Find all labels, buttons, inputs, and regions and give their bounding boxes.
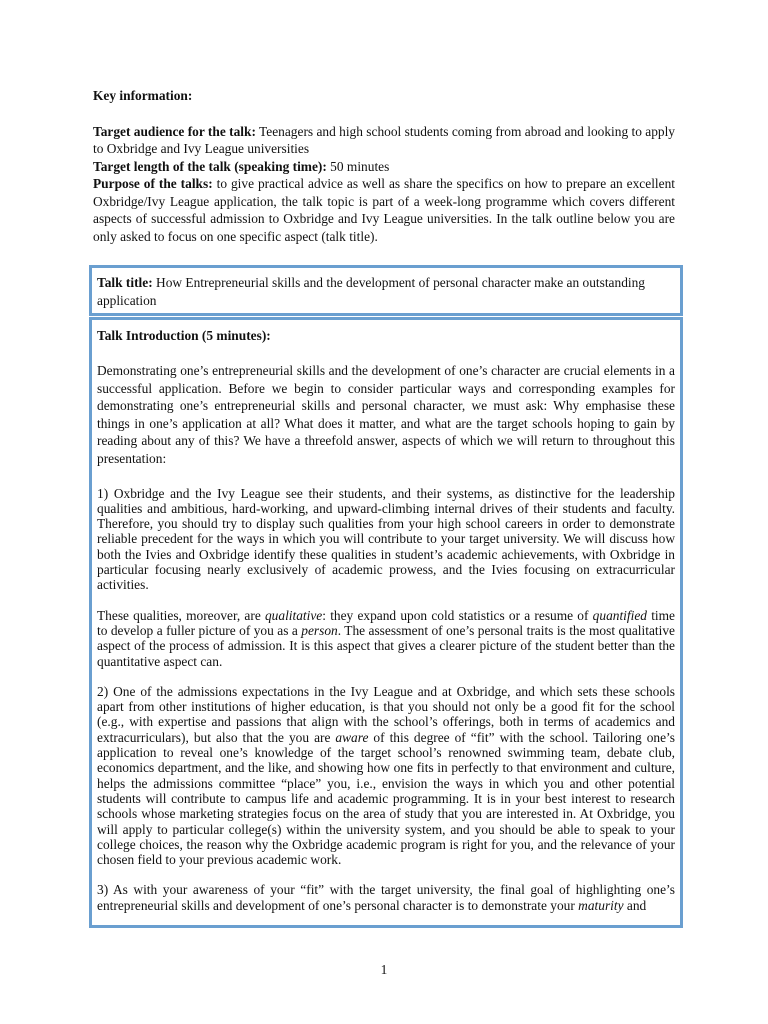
qualities-emphasis-person: person [301,622,338,638]
point-two-emphasis-aware: aware [335,729,369,745]
qualities-text-c: time to develop a fuller picture of you as a [97,607,675,638]
target-audience-text: Teenagers and high school students coming from abroad and looking to apply to Oxbridge and Ivy League universities [93,123,676,156]
talk-introduction-box [89,317,683,928]
target-audience-label: Target audience for the talk: [93,123,256,139]
target-length-label: Target length of the talk (speaking time): [93,158,327,174]
point-two-text-a: 2) One of the admissions expectations in the Ivy League and at Oxbridge, and which sets these schools apart from other institutions of higher education, is that you should not only be a good fit for the school (e.g., with expertise and passions that align with the school’s offerings, both in terms of academics and extracurriculars), but also that the you are [97,683,675,745]
point-three-text-b: and [623,897,647,913]
talk-title-text: How Entrepreneurial skills and the development of personal character make an outstanding application [97,275,645,308]
point-three-text-a: 3) As with your awareness of your “fit” with the target university, the final goal of highlighting one’s entrepreneurial skills and development of one’s personal character is to demonstrate your [97,882,675,913]
point-three-paragraph [97,882,675,913]
page-number: 1 [380,962,388,977]
target-audience [93,123,675,158]
purpose [93,175,675,245]
talk-title-label: Talk title: [97,275,153,290]
talk-introduction-heading: Talk Introduction (5 minutes): [97,328,271,343]
talk-title-box [89,265,683,316]
qualities-paragraph [97,608,675,669]
key-information-section [93,87,675,245]
purpose-text: to give practical advice as well as share the specifics on how to prepare an excellent Oxbridge/Ivy League application, the talk topic is part of a week-long programme which covers different aspects of successful admission to Oxbridge and Ivy League universities. In the talk outline below you are only asked to focus on one specific aspect (talk title). [93,176,675,244]
qualities-emphasis-qualitative: qualitative [264,607,323,623]
introduction-paragraph: Demonstrating one’s entrepreneurial skills and the development of one’s character are crucial elements in a successful application. Before we begin to consider particular ways and corresponding examples for demonstrating one’s entrepreneurial skills and personal character, we must ask: Why emphasise these things in one’s application at all? What does it matter, and what are the target schools hoping to gain by reading about any of this? We have a threefold answer, aspects of which we will return to throughout this presentation: [97,363,675,466]
qualities-text-d: . The assessment of one’s personal traits is the most qualitative aspect of the process of admission. It is this aspect that gives a clearer picture of the student better than the quantitative aspect can. [97,622,675,669]
qualities-emphasis-quantified: quantified [592,607,647,623]
target-length-text: 50 minutes [326,158,390,174]
point-one-paragraph: 1) Oxbridge and the Ivy League see their students, and their systems, as distinctive for the leadership qualities and ambitious, hard-working, and upward-climbing internal drives of their students and faculty. Therefore, you should try to display such qualities from your high school careers in order to demonstrate reliable precedent for the ways in which you will contribute to your target university. We will discuss how both the Ivies and Oxbridge identify these qualities in student’s academic achievements, with Oxbridge in particular focusing nearly exclusively of academic prowess, and the Ivies focusing on extracurricular activities. [97,485,675,593]
qualities-text-a: These qualities, moreover, are [97,607,265,623]
point-two-paragraph [97,684,675,868]
point-three-emphasis-maturity: maturity [578,897,624,913]
purpose-label: Purpose of the talks: [93,176,213,191]
qualities-text-b: : they expand upon cold statistics or a resume of [322,607,593,623]
target-length [93,158,675,176]
point-two-text-b: of this degree of “fit” with the school. Tailoring one’s application to reveal one’s knowledge of the target school’s renowned swimming team, debate club, economics department, and the like, and showing how one fits in perfectly to that environment and culture, helps the admissions committee “place” you, i.e., envision the ways in which you and other potential students will contribute to campus life and academic programming. It is in your best interest to research schools whose marketing strategies focus on the area of study that you are interested in. At Oxbridge, you will apply to particular college(s) within the university system, and you should be able to speak to your college choices, the reason why the Oxbridge academic program is right for you, and the relevance of your chosen field to your previous academic work. [97,729,675,868]
key-information-heading: Key information: [93,88,193,103]
